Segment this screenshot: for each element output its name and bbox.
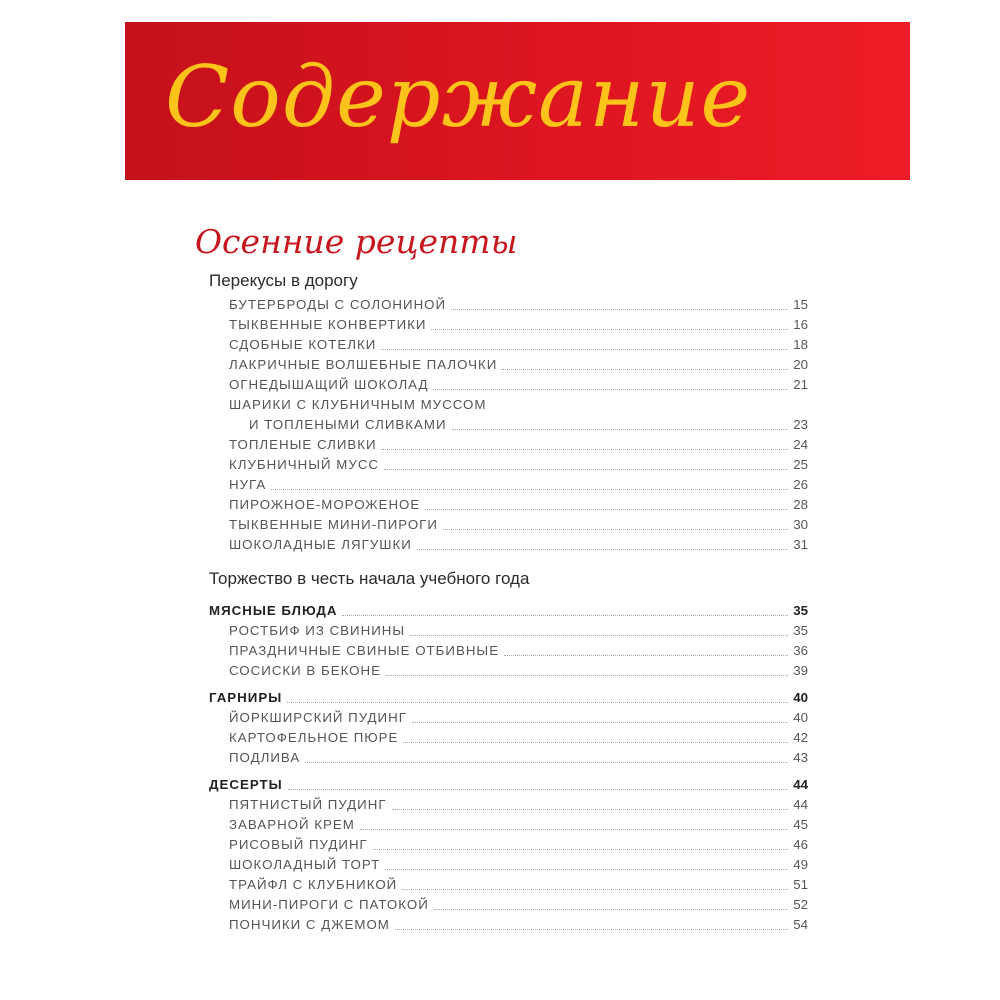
- entry-page-number: 18: [793, 337, 808, 352]
- entry-label: ЗАВАРНОЙ КРЕМ: [229, 817, 355, 832]
- entry-page-number: 46: [793, 837, 808, 852]
- category-label: МЯСНЫЕ БЛЮДА: [209, 603, 338, 618]
- entry-label: ПРАЗДНИЧНЫЕ СВИНЫЕ ОТБИВНЫЕ: [229, 643, 500, 658]
- dot-leader: [392, 808, 789, 810]
- toc-entry[interactable]: [229, 914, 808, 934]
- toc-entry[interactable]: [229, 894, 808, 914]
- entry-label: ОГНЕДЫШАЩИЙ ШОКОЛАД: [229, 377, 429, 392]
- toc-entry[interactable]: [229, 374, 808, 394]
- dot-leader: [417, 548, 788, 550]
- section-title: Осенние рецепты: [195, 222, 518, 261]
- entry-page-number: 26: [793, 477, 808, 492]
- category-label: ДЕСЕРТЫ: [209, 777, 283, 792]
- entry-label: ПОНЧИКИ С ДЖЕМОМ: [229, 917, 390, 932]
- dot-leader: [342, 614, 788, 616]
- entry-label-first-line[interactable]: ШАРИКИ С КЛУБНИЧНЫМ МУССОМ: [229, 397, 487, 412]
- entry-label: РОСТБИФ ИЗ СВИНИНЫ: [229, 623, 406, 638]
- dot-leader: [410, 634, 788, 636]
- dot-leader: [443, 528, 788, 530]
- dot-leader: [373, 848, 788, 850]
- toc-entry[interactable]: [229, 707, 808, 727]
- group-title-snacks: Перекусы в дорогу: [209, 271, 358, 290]
- toc-entry[interactable]: [229, 314, 808, 334]
- entry-page-number: 36: [793, 643, 808, 658]
- entry-page-number: 24: [793, 437, 808, 452]
- entry-label: НУГА: [229, 477, 267, 492]
- dot-leader: [381, 348, 788, 350]
- dot-leader: [287, 701, 788, 703]
- header-banner: [125, 22, 910, 180]
- entry-page-number: 30: [793, 517, 808, 532]
- entry-page-number: 25: [793, 457, 808, 472]
- toc-entry[interactable]: [229, 727, 808, 747]
- page-title: Содержание: [165, 48, 752, 146]
- toc-entry[interactable]: [229, 294, 808, 314]
- entry-label: СДОБНЫЕ КОТЕЛКИ: [229, 337, 377, 352]
- entry-page-number: 20: [793, 357, 808, 372]
- entry-label: КЛУБНИЧНЫЙ МУСС: [229, 457, 380, 472]
- entry-page-number: 23: [793, 417, 808, 432]
- dot-leader: [360, 828, 788, 830]
- toc-entry[interactable]: [229, 434, 808, 454]
- entry-label: ШОКОЛАДНЫЙ ТОРТ: [229, 857, 381, 872]
- entry-label: ЛАКРИЧНЫЕ ВОЛШЕБНЫЕ ПАЛОЧКИ: [229, 357, 498, 372]
- toc-entry[interactable]: [229, 514, 808, 534]
- entry-page-number: 42: [793, 730, 808, 745]
- toc-entry[interactable]: [229, 640, 808, 660]
- entry-label: СОСИСКИ В БЕКОНЕ: [229, 663, 381, 678]
- toc-entry[interactable]: [229, 874, 808, 894]
- entry-label: БУТЕРБРОДЫ С СОЛОНИНОЙ: [229, 297, 447, 312]
- toc-entry[interactable]: [229, 834, 808, 854]
- entry-page-number: 51: [793, 877, 808, 892]
- toc-entry[interactable]: [229, 854, 808, 874]
- entry-page-number: 35: [793, 623, 808, 638]
- dot-leader: [433, 388, 788, 390]
- dot-leader: [384, 468, 788, 470]
- dot-leader: [385, 868, 788, 870]
- entry-label: ПЯТНИСТЫЙ ПУДИНГ: [229, 797, 387, 812]
- entry-label: МИНИ-ПИРОГИ С ПАТОКОЙ: [229, 897, 429, 912]
- toc-entry[interactable]: [229, 494, 808, 514]
- entry-label: ЙОРКШИРСКИЙ ПУДИНГ: [229, 710, 407, 725]
- toc-entry[interactable]: [229, 747, 808, 767]
- category-label: ГАРНИРЫ: [209, 690, 283, 705]
- toc-entry[interactable]: [229, 794, 808, 814]
- entry-label: ПОДЛИВА: [229, 750, 301, 765]
- toc-category[interactable]: [209, 687, 808, 707]
- entry-label: ТРАЙФЛ С КЛУБНИКОЙ: [229, 877, 398, 892]
- dot-leader: [382, 448, 789, 450]
- dot-leader: [305, 761, 788, 763]
- entry-label-continuation: И ТОПЛЕНЫМИ СЛИВКАМИ: [249, 417, 447, 432]
- entry-label: ТЫКВЕННЫЕ КОНВЕРТИКИ: [229, 317, 427, 332]
- dot-leader: [288, 788, 789, 790]
- dot-leader: [271, 488, 788, 490]
- entry-page-number: 52: [793, 897, 808, 912]
- entry-page-number: 45: [793, 817, 808, 832]
- entry-page-number: 43: [793, 750, 808, 765]
- dot-leader: [403, 741, 788, 743]
- entry-page-number: 31: [793, 537, 808, 552]
- dot-leader: [504, 654, 788, 656]
- entry-page-number: 21: [793, 377, 808, 392]
- category-page-number: 35: [793, 603, 808, 618]
- entry-label: КАРТОФЕЛЬНОЕ ПЮРЕ: [229, 730, 399, 745]
- dot-leader: [412, 721, 788, 723]
- entry-page-number: 28: [793, 497, 808, 512]
- toc-entry[interactable]: [229, 474, 808, 494]
- toc-entry[interactable]: [229, 334, 808, 354]
- dot-leader: [451, 308, 788, 310]
- toc-entry[interactable]: [229, 534, 808, 554]
- toc-category[interactable]: [209, 774, 808, 794]
- entry-page-number: 39: [793, 663, 808, 678]
- toc-entry[interactable]: [229, 354, 808, 374]
- dot-leader: [395, 928, 788, 930]
- entry-label: ТЫКВЕННЫЕ МИНИ-ПИРОГИ: [229, 517, 438, 532]
- entry-page-number: 40: [793, 710, 808, 725]
- entry-label: ТОПЛЕНЫЕ СЛИВКИ: [229, 437, 377, 452]
- entry-label: ПИРОЖНОЕ-МОРОЖЕНОЕ: [229, 497, 421, 512]
- toc-category[interactable]: [209, 600, 808, 620]
- toc-entry[interactable]: [229, 814, 808, 834]
- entry-page-number: 15: [793, 297, 808, 312]
- entry-page-number: 49: [793, 857, 808, 872]
- toc-entry[interactable]: [229, 660, 808, 680]
- entry-page-number: 54: [793, 917, 808, 932]
- dot-leader: [502, 368, 788, 370]
- dot-leader: [431, 328, 788, 330]
- entry-label: ШОКОЛАДНЫЕ ЛЯГУШКИ: [229, 537, 412, 552]
- contents-page: [125, 22, 910, 982]
- toc-entry[interactable]: [229, 620, 808, 640]
- entry-page-number: 16: [793, 317, 808, 332]
- dot-leader: [425, 508, 788, 510]
- entry-label: РИСОВЫЙ ПУДИНГ: [229, 837, 368, 852]
- group-title-feast: Торжество в честь начала учебного года: [209, 569, 530, 588]
- dot-leader: [434, 908, 788, 910]
- entry-page-number: 44: [793, 797, 808, 812]
- dot-leader: [452, 428, 789, 430]
- category-page-number: 40: [793, 690, 808, 705]
- dot-leader: [402, 888, 788, 890]
- dot-leader: [386, 674, 788, 676]
- toc-entry[interactable]: [249, 414, 808, 434]
- category-page-number: 44: [793, 777, 808, 792]
- toc-entry[interactable]: [229, 454, 808, 474]
